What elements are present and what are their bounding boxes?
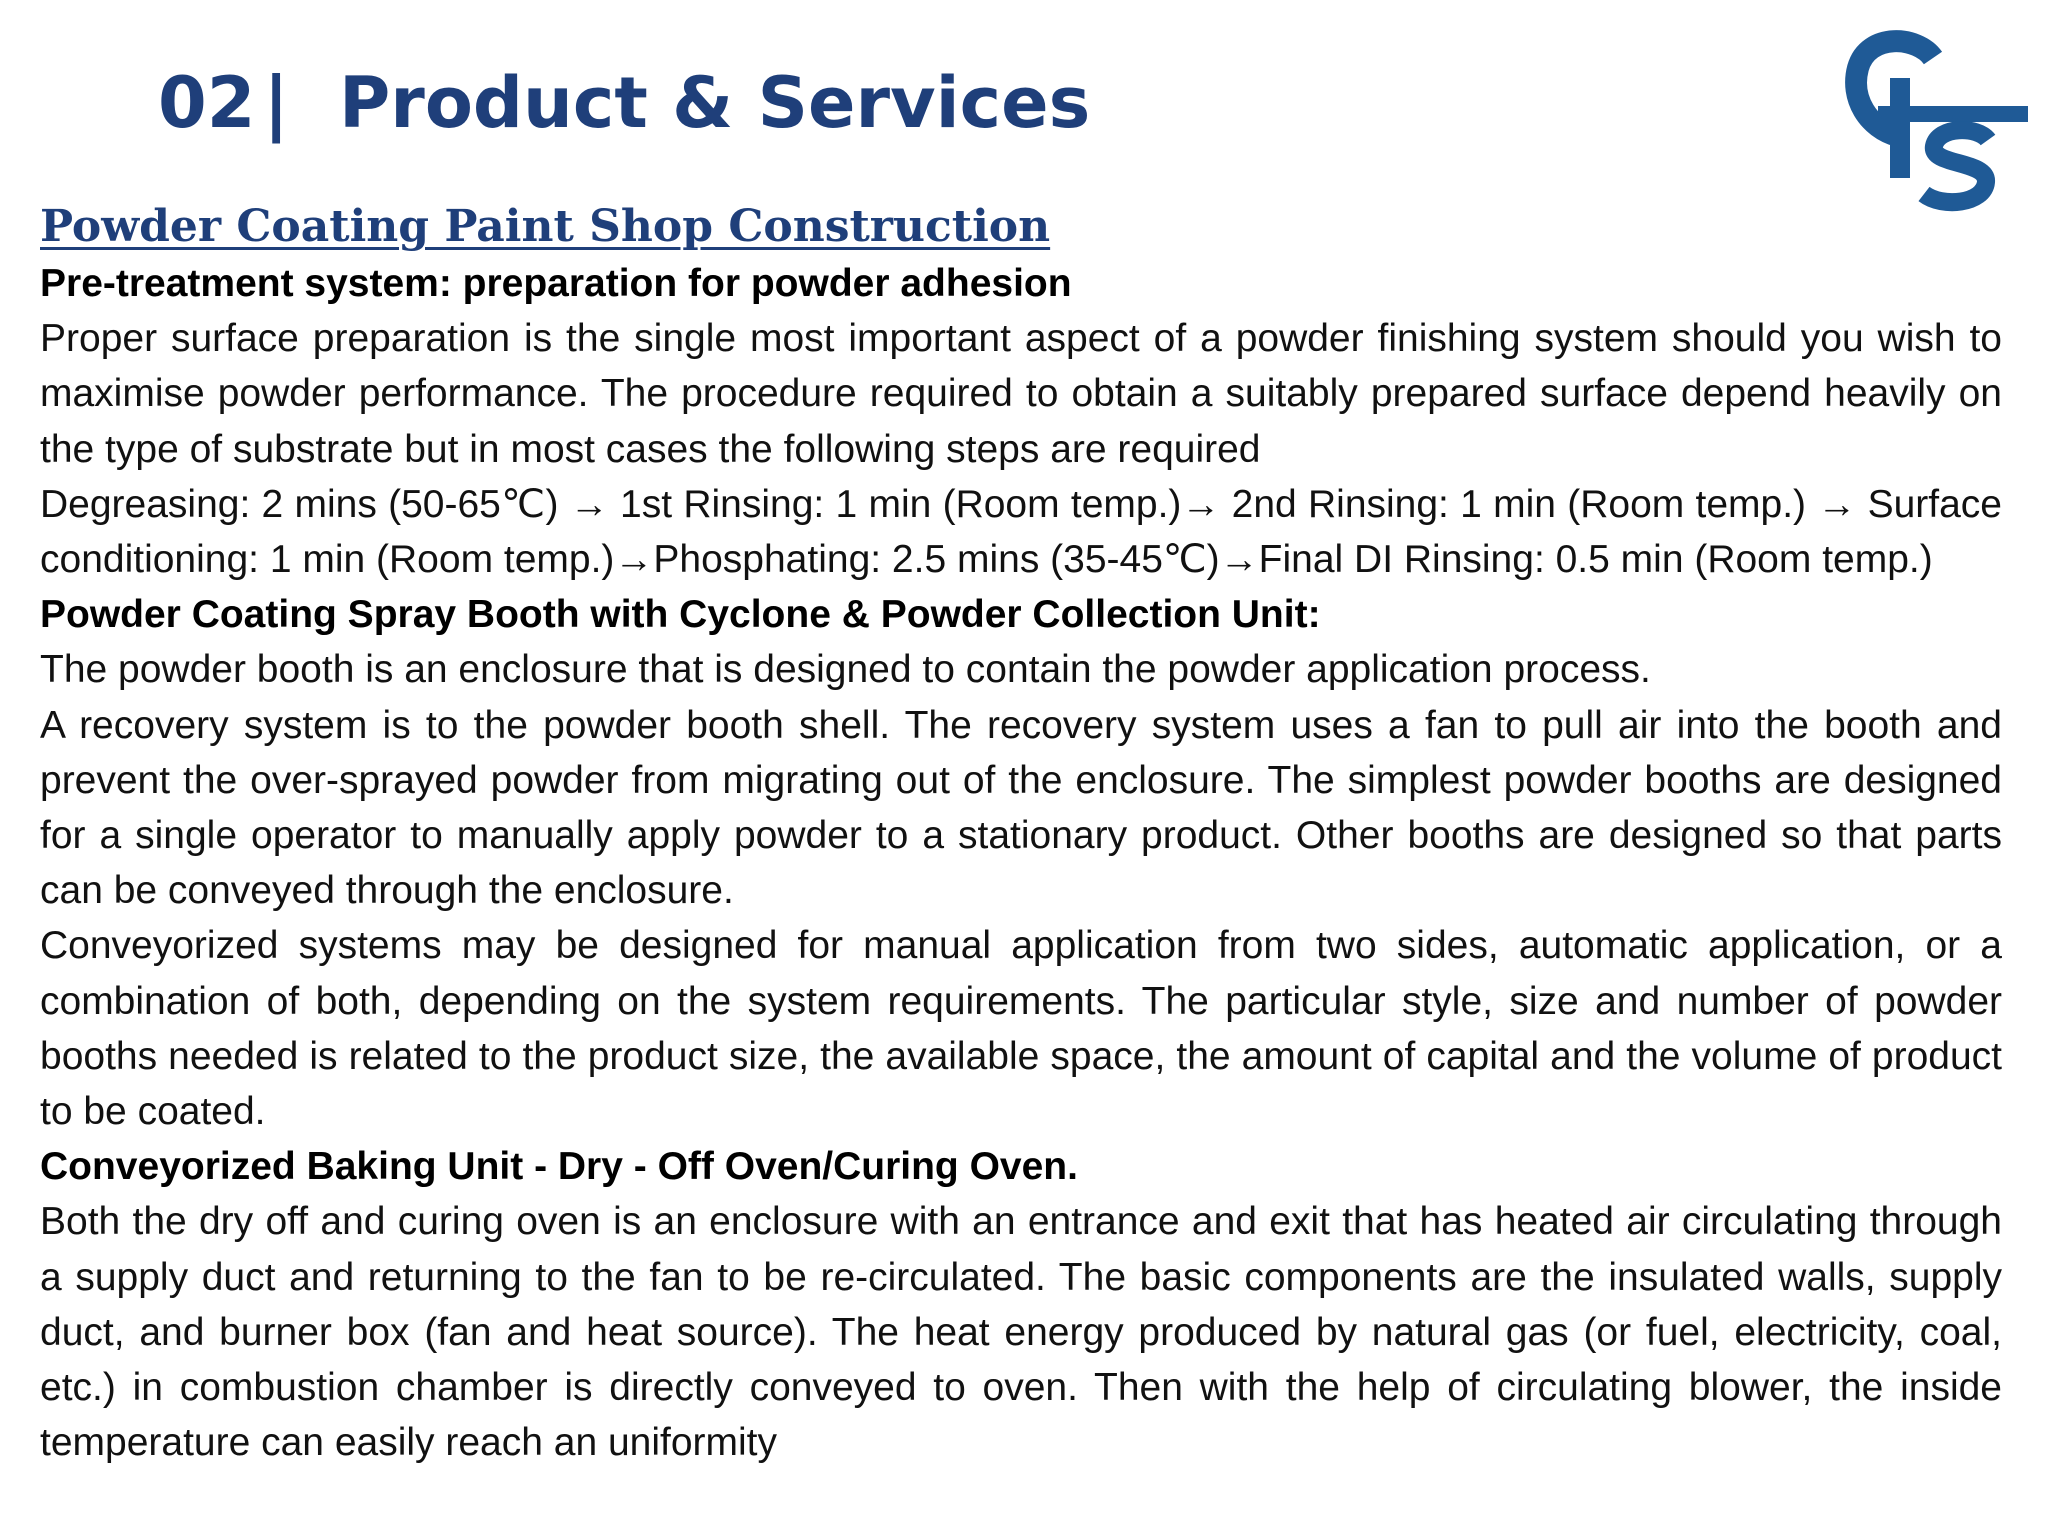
- title-separator: |: [263, 62, 289, 144]
- paragraph-process-steps: Degreasing: 2 mins (50-65℃) → 1st Rinsing: 1 min (Room temp.)→ 2nd Rinsing: 1 min (Room temp.) → Surface conditioning: 1 min (Room temp.)→Phosphating: 2.5 mins (35-45℃)→Final DI Rinsing: 0.5 min (Room temp.): [40, 482, 2002, 582]
- paragraph-recovery-system: A recovery system is to the powder booth shell. The recovery system uses a fan to pull air into the booth and prevent the over-sprayed powder from migrating out of the enclosure. The simplest powder booths are designed for a single operator to manually apply powder to a stationary product. Other booths are designed so that parts can be conveyed through the enclosure.: [40, 703, 2002, 913]
- page-title: [158, 62, 1090, 144]
- paragraph-booth-intro: The powder booth is an enclosure that is designed to contain the powder application process.: [40, 648, 1651, 692]
- paragraph-surface-preparation: Proper surface preparation is the single most important aspect of a powder finishing system should you wish to maximise powder performance. The procedure required to obtain a suitably prepared surface depend heavily on the type of substrate but in most cases the following steps are required: [40, 317, 2002, 471]
- paragraph-oven: Both the dry off and curing oven is an enclosure with an entrance and exit that has heated air circulating through a supply duct and returning to the fan to be re-circulated. The basic components are the insulated walls, supply duct, and burner box (fan and heat source). The heat energy produced by natural gas (or fuel, electricity, coal, etc.) in combustion chamber is directly conveyed to oven. Then with the help of circulating blower, the inside temperature can easily reach an uniformity: [40, 1200, 2002, 1465]
- subheading-spray-booth: Powder Coating Spray Booth with Cyclone & Powder Collection Unit:: [40, 593, 1321, 637]
- subheading-baking-unit: Conveyorized Baking Unit - Dry - Off Oven/Curing Oven.: [40, 1145, 1078, 1189]
- logo-s-mark: [1924, 130, 1988, 202]
- subheading-pretreatment: Pre-treatment system: preparation for powder adhesion: [40, 262, 1072, 305]
- company-logo: [1838, 18, 2028, 218]
- section-number: 02: [158, 62, 256, 144]
- content-area: [40, 196, 2002, 1470]
- paragraph-conveyorized-systems: Conveyorized systems may be designed for manual application from two sides, automatic application, or a combination of both, depending on the system requirements. The particular style, size and number of powder booths needed is related to the product size, the available space, the amount of capital and the volume of product to be coated.: [40, 924, 2002, 1134]
- page-title-text: Product & Services: [339, 62, 1091, 144]
- section-title: Powder Coating Paint Shop Construction: [40, 201, 1051, 252]
